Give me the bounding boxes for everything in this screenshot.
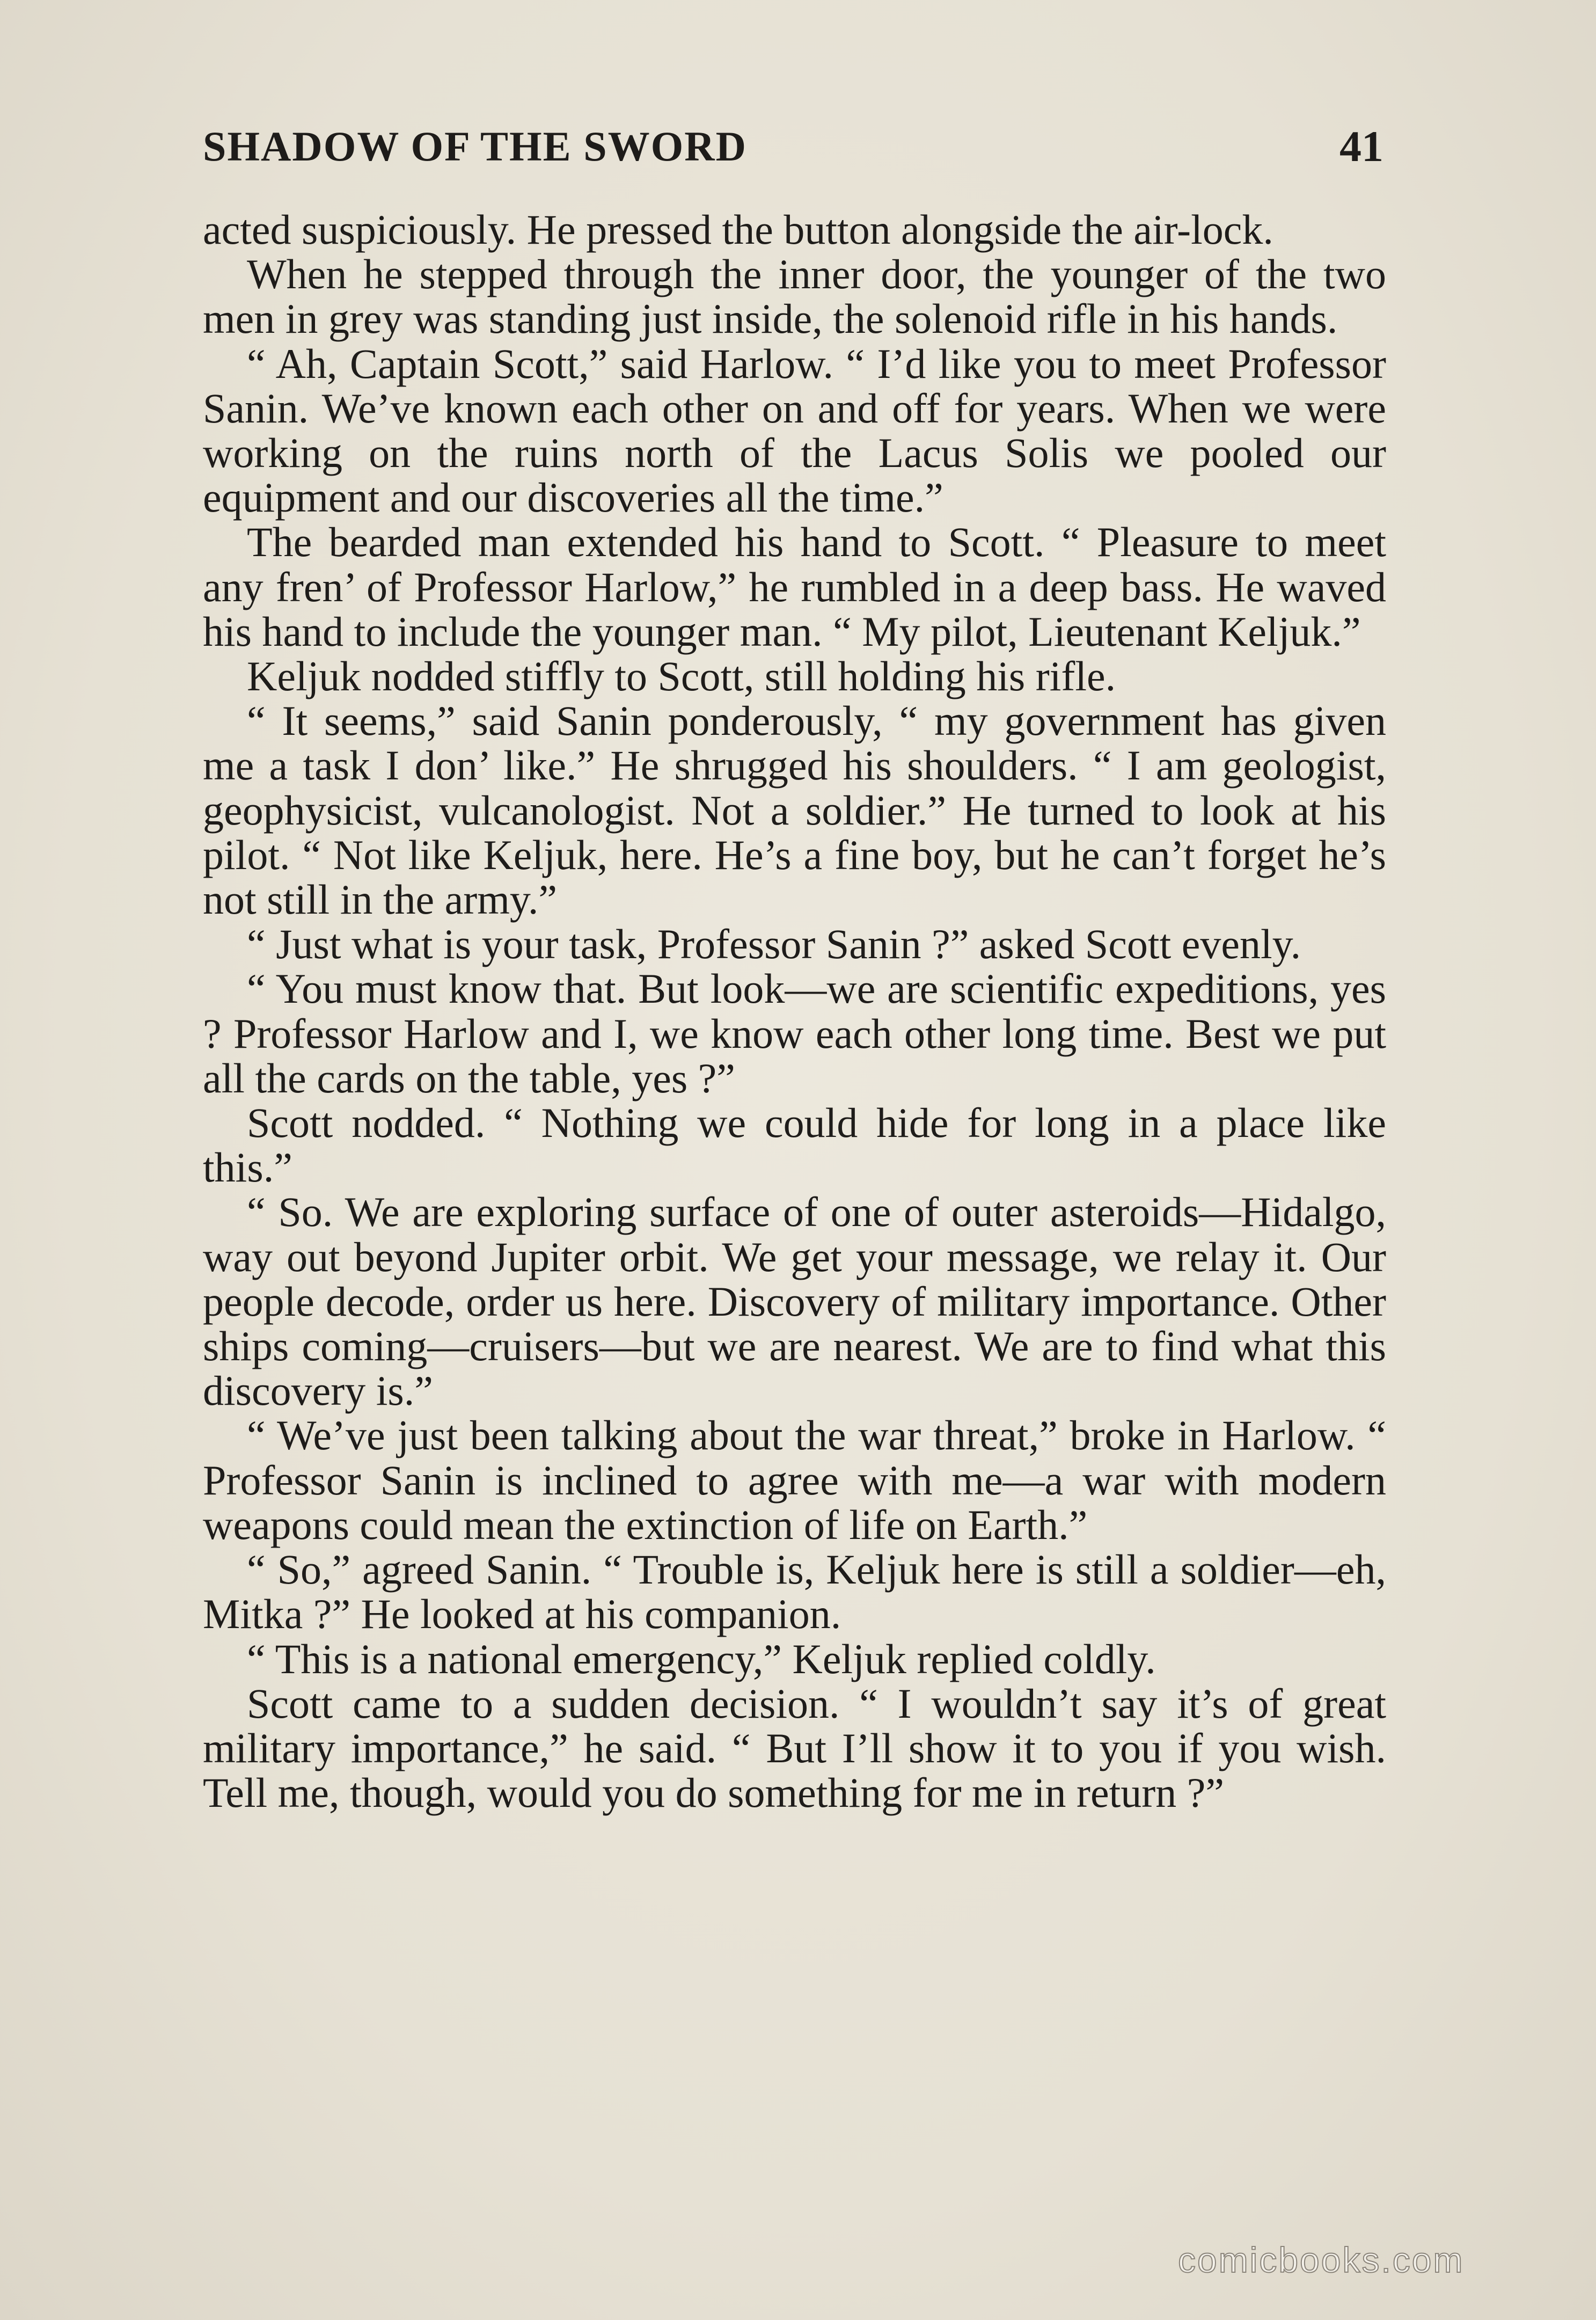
running-head — [203, 117, 1383, 176]
paragraph: Scott came to a sudden decision. “ I wouldn’t say it’s of great military importance,” he said. “ But I’ll show it to you if you wish. Tell me, though, would you do something for me in return ?” — [203, 1680, 1386, 1816]
paragraph: Keljuk nodded stiffly to Scott, still holding his rifle. — [247, 653, 1116, 700]
paragraph: acted suspiciously. He pressed the button alongside the air-lock. — [203, 206, 1273, 253]
paragraph: “ So. We are exploring surface of one of outer asteroids—Hidalgo, way out beyond Jupiter orbit. We get your message, we relay it. Our people decode, order us here. Discovery of military importance. Other ships coming—cruisers—but we are nearest. We are to find what this discovery is.” — [203, 1188, 1386, 1414]
body-text — [203, 207, 1386, 1815]
running-title: SHADOW OF THE SWORD — [203, 123, 747, 170]
paragraph: When he stepped through the inner door, the younger of the two men in grey was standing just inside, the solenoid rifle in his hands. — [203, 251, 1386, 342]
paragraph: “ Just what is your task, Professor Sanin ?” asked Scott evenly. — [247, 921, 1301, 968]
paragraph: “ Ah, Captain Scott,” said Harlow. “ I’d like you to meet Professor Sanin. We’ve known each other on and off for years. When we were working on the ruins north of the Lacus Solis we pooled our equipment and our discoveries all the time.” — [203, 340, 1386, 521]
paragraph: “ You must know that. But look—we are scientific expeditions, yes ? Professor Harlow and I, we know each other long time. Best we put all the cards on the table, yes ?” — [203, 965, 1386, 1101]
paragraph: Scott nodded. “ Nothing we could hide for long in a place like this.” — [203, 1099, 1386, 1191]
watermark: comicbooks.com — [1178, 2240, 1465, 2280]
paragraph: “ We’ve just been talking about the war threat,” broke in Harlow. “ Professor Sanin is inclined to agree with me—a war with modern weapons could mean the extinction of life on Earth.” — [203, 1412, 1386, 1548]
paragraph: The bearded man extended his hand to Scott. “ Pleasure to meet any fren’ of Professor Harlow,” he rumbled in a deep bass. He waved his hand to include the younger man. “ My pilot, Lieutenant Keljuk.” — [203, 519, 1386, 655]
paragraph: “ So,” agreed Sanin. “ Trouble is, Keljuk here is still a soldier—eh, Mitka ?” He looked at his companion. — [203, 1546, 1386, 1638]
paragraph: “ It seems,” said Sanin ponderously, “ my government has given me a task I don’ like.” He shrugged his shoulders. “ I am geologist, geophysicist, vulcanologist. Not a soldier.” He turned to look at his pilot. “ Not like Keljuk, here. He’s a fine boy, but he can’t forget he’s not still in the army.” — [203, 697, 1386, 923]
paragraph: “ This is a national emergency,” Keljuk replied coldly. — [247, 1635, 1156, 1682]
page-number: 41 — [1339, 122, 1383, 171]
